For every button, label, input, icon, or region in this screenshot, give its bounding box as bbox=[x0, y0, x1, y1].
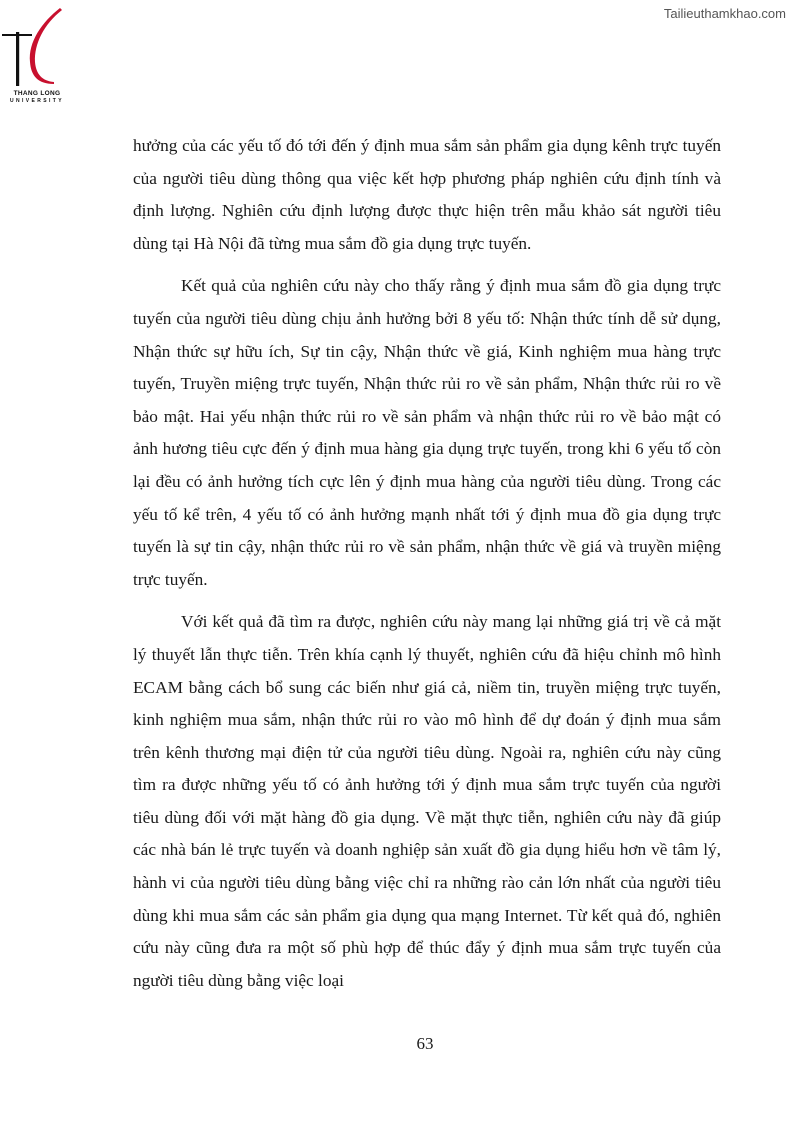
logo-name: THANG LONG bbox=[13, 90, 61, 97]
thang-long-logo-icon bbox=[2, 4, 74, 94]
paragraph-continuation: hưởng của các yếu tố đó tới đến ý định mua sắm sản phẩm gia dụng kênh trực tuyến của người tiêu dùng thông qua việc kết hợp phương pháp nghiên cứu định tính và định lượng. Nghiên cứu định lượng được thực hiện trên mẫu khảo sát người tiêu dùng tại Hà Nội đã từng mua sắm đồ gia dụng trực tuyến. bbox=[133, 136, 721, 253]
paragraph-contributions: Với kết quả đã tìm ra được, nghiên cứu này mang lại những giá trị về cả mặt lý thuyết lẫn thực tiễn. Trên khía cạnh lý thuyết, nghiên cứu đã hiệu chỉnh mô hình ECAM bằng cách bổ sung các biến như giá cả, niềm tin, truyền miệng trực tuyến, kinh nghiệm mua sắm, nhận thức rủi ro vào mô hình để dự đoán ý định mua sắm trên kênh thương mại điện tử của người tiêu dùng. Ngoài ra, nghiên cứu này cũng tìm ra được những yếu tố có ảnh hưởng tới ý định mua sắm trực tuyến của người tiêu dùng đối với mặt hàng đồ gia dụng. Về mặt thực tiễn, nghiên cứu này đã giúp các nhà bán lẻ trực tuyến và doanh nghiệp sản xuất đồ gia dụng hiểu hơn về tâm lý, hành vi của người tiêu dùng bằng việc chỉ ra những rào cản lớn nhất của người tiêu dùng khi mua sắm các sản phẩm gia dụng qua mạng Internet. Từ kết quả đó, nghiên cứu này cũng đưa ra một số phù hợp để thúc đẩy ý định mua sắm trực tuyến của người tiêu dùng bằng việc loại bbox=[133, 612, 721, 990]
paragraph-results: Kết quả của nghiên cứu này cho thấy rằng ý định mua sắm đồ gia dụng trực tuyến của người tiêu dùng chịu ảnh hưởng bởi 8 yếu tố: Nhận thức tính dễ sử dụng, Nhận thức sự hữu ích, Sự tin cậy, Nhận thức về giá, Kinh nghiệm mua hàng trực tuyến, Truyền miệng trực tuyến, Nhận thức rủi ro về sản phẩm, Nhận thức rủi ro về bảo mật. Hai yếu nhận thức rủi ro về sản phẩm và nhận thức rủi ro về bảo mật có ảnh hương tiêu cực đến ý định mua hàng gia dụng trực tuyến, trong khi 6 yếu tố còn lại đều có ảnh hưởng tích cực lên ý định mua hàng của người tiêu dùng. Trong các yếu tố kể trên, 4 yếu tố có ảnh hưởng mạnh nhất tới ý định mua đồ gia dụng trực tuyến là sự tin cậy, nhận thức rủi ro về sản phẩm, nhận thức về giá và truyền miệng trực tuyến. bbox=[133, 276, 721, 589]
logo-subtitle: UNIVERSITY bbox=[9, 98, 64, 104]
body-text bbox=[133, 130, 721, 997]
watermark: Tailieuthamkhao.com bbox=[663, 6, 786, 21]
page-number: 63 bbox=[416, 1034, 434, 1053]
university-logo bbox=[2, 4, 74, 104]
